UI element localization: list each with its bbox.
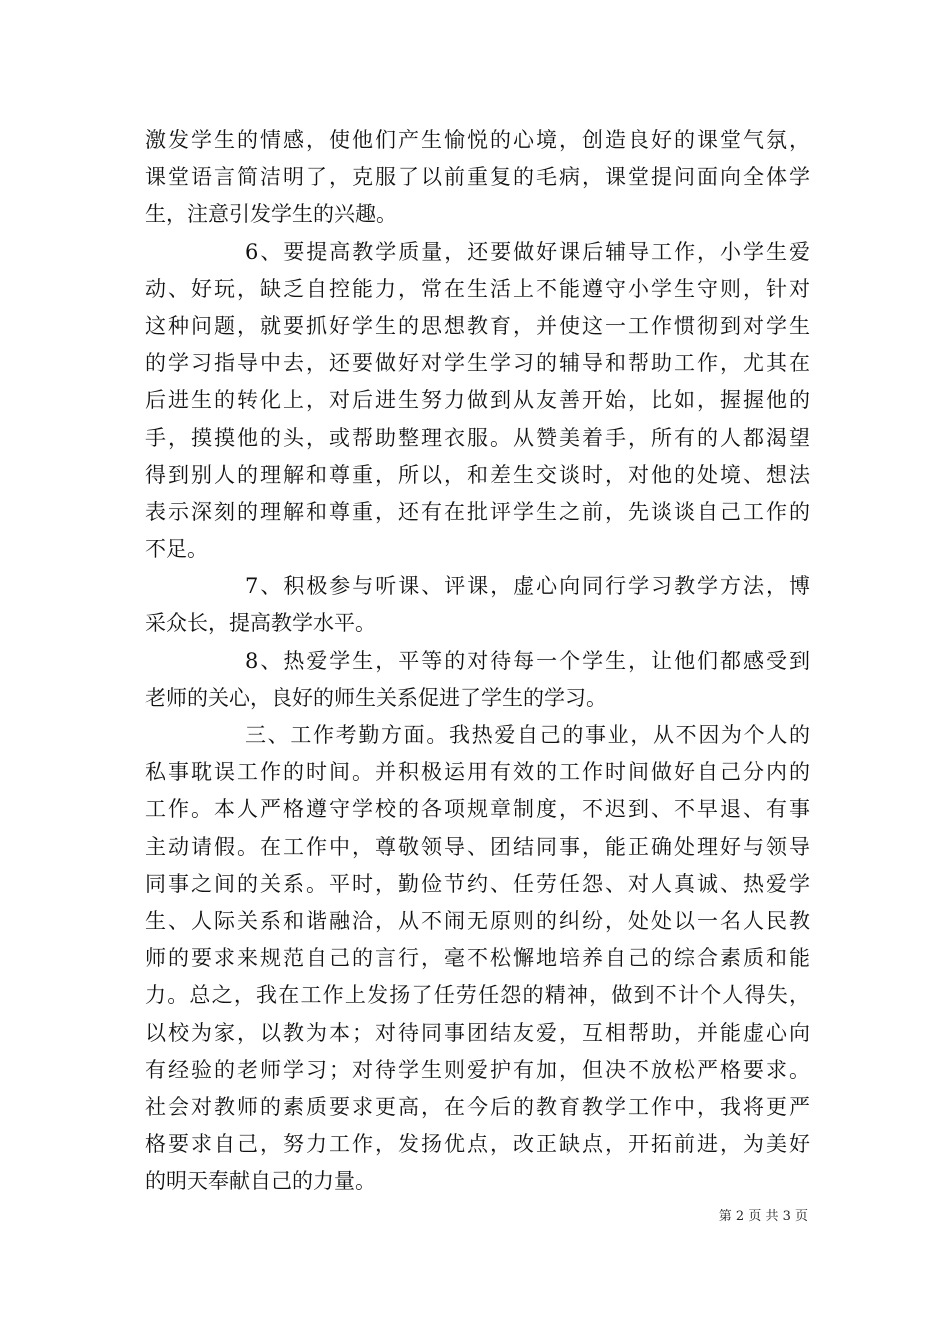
text-line: 工作。本人严格遵守学校的各项规章制度，不迟到、不早退、有事 bbox=[145, 797, 810, 822]
text-line: 以校为家，以教为本；对待同事团结友爱，互相帮助，并能虚心向 bbox=[145, 1020, 810, 1045]
text-line: 8、热爱学生，平等的对待每一个学生，让他们都感受到 bbox=[245, 648, 810, 673]
text-line: 激发学生的情感，使他们产生愉悦的心境，创造良好的课堂气氛， bbox=[145, 128, 810, 152]
text-line: 同事之间的关系。平时，勤俭节约、任劳任怨、对人真诚、热爱学 bbox=[145, 871, 810, 896]
paragraph-p-6 bbox=[145, 234, 810, 569]
text-line: 老师的关心，良好的师生关系促进了学生的学习。 bbox=[145, 685, 607, 710]
text-line: 手，摸摸他的头，或帮助整理衣服。从赞美着手，所有的人都渴望 bbox=[145, 425, 810, 450]
text-line: 主动请假。在工作中，尊敬领导、团结同事，能正确处理好与领导 bbox=[145, 834, 810, 859]
text-line: 课堂语言简洁明了，克服了以前重复的毛病，课堂提问面向全体学 bbox=[145, 165, 810, 190]
page-number-footer: 第 2 页 共 3 页 bbox=[718, 1209, 808, 1224]
text-line: 7、积极参与听课、评课，虚心向同行学习教学方法，博 bbox=[245, 574, 810, 599]
text-line: 采众长，提高教学水平。 bbox=[145, 611, 376, 636]
text-line: 力。总之，我在工作上发扬了任劳任怨的精神，做到不计个人得失， bbox=[145, 983, 810, 1008]
text-line: 动、好玩，缺乏自控能力，常在生活上不能遵守小学生守则，针对 bbox=[145, 276, 810, 301]
paragraph-p-cont bbox=[145, 122, 810, 234]
paragraph-p-8 bbox=[145, 643, 810, 717]
text-line: 师的要求来规范自己的言行，毫不松懈地培养自己的综合素质和能 bbox=[145, 946, 810, 971]
text-line: 格要求自己，努力工作，发扬优点，改正缺点，开拓前进，为美好 bbox=[145, 1132, 810, 1157]
text-line: 三、工作考勤方面。我热爱自己的事业，从不因为个人的 bbox=[245, 723, 810, 747]
paragraph-p-7 bbox=[145, 568, 810, 642]
text-line: 6、要提高教学质量，还要做好课后辅导工作，小学生爱 bbox=[245, 239, 810, 264]
paragraph-p-3 bbox=[145, 717, 810, 1200]
text-line: 得到别人的理解和尊重，所以，和差生交谈时，对他的处境、想法 bbox=[145, 462, 810, 487]
text-line: 的学习指导中去，还要做好对学生学习的辅导和帮助工作，尤其在 bbox=[145, 351, 810, 376]
text-line: 表示深刻的理解和尊重，还有在批评学生之前，先谈谈自己工作的 bbox=[145, 499, 810, 524]
text-line: 生、人际关系和谐融洽，从不闹无原则的纠纷，处处以一名人民教 bbox=[145, 908, 810, 933]
text-line: 后进生的转化上，对后进生努力做到从友善开始，比如，握握他的 bbox=[145, 388, 810, 413]
text-line: 的明天奉献自己的力量。 bbox=[145, 1169, 376, 1194]
body-text bbox=[145, 122, 810, 1200]
text-line: 生，注意引发学生的兴趣。 bbox=[145, 202, 397, 227]
text-line: 不足。 bbox=[145, 537, 208, 562]
text-line: 私事耽误工作的时间。并积极运用有效的工作时间做好自己分内的 bbox=[145, 760, 810, 785]
text-line: 这种问题，就要抓好学生的思想教育，并使这一工作惯彻到对学生 bbox=[145, 313, 810, 338]
text-line: 有经验的老师学习；对待学生则爱护有加，但决不放松严格要求。 bbox=[145, 1057, 810, 1082]
text-line: 社会对教师的素质要求更高，在今后的教育教学工作中，我将更严 bbox=[145, 1094, 810, 1119]
